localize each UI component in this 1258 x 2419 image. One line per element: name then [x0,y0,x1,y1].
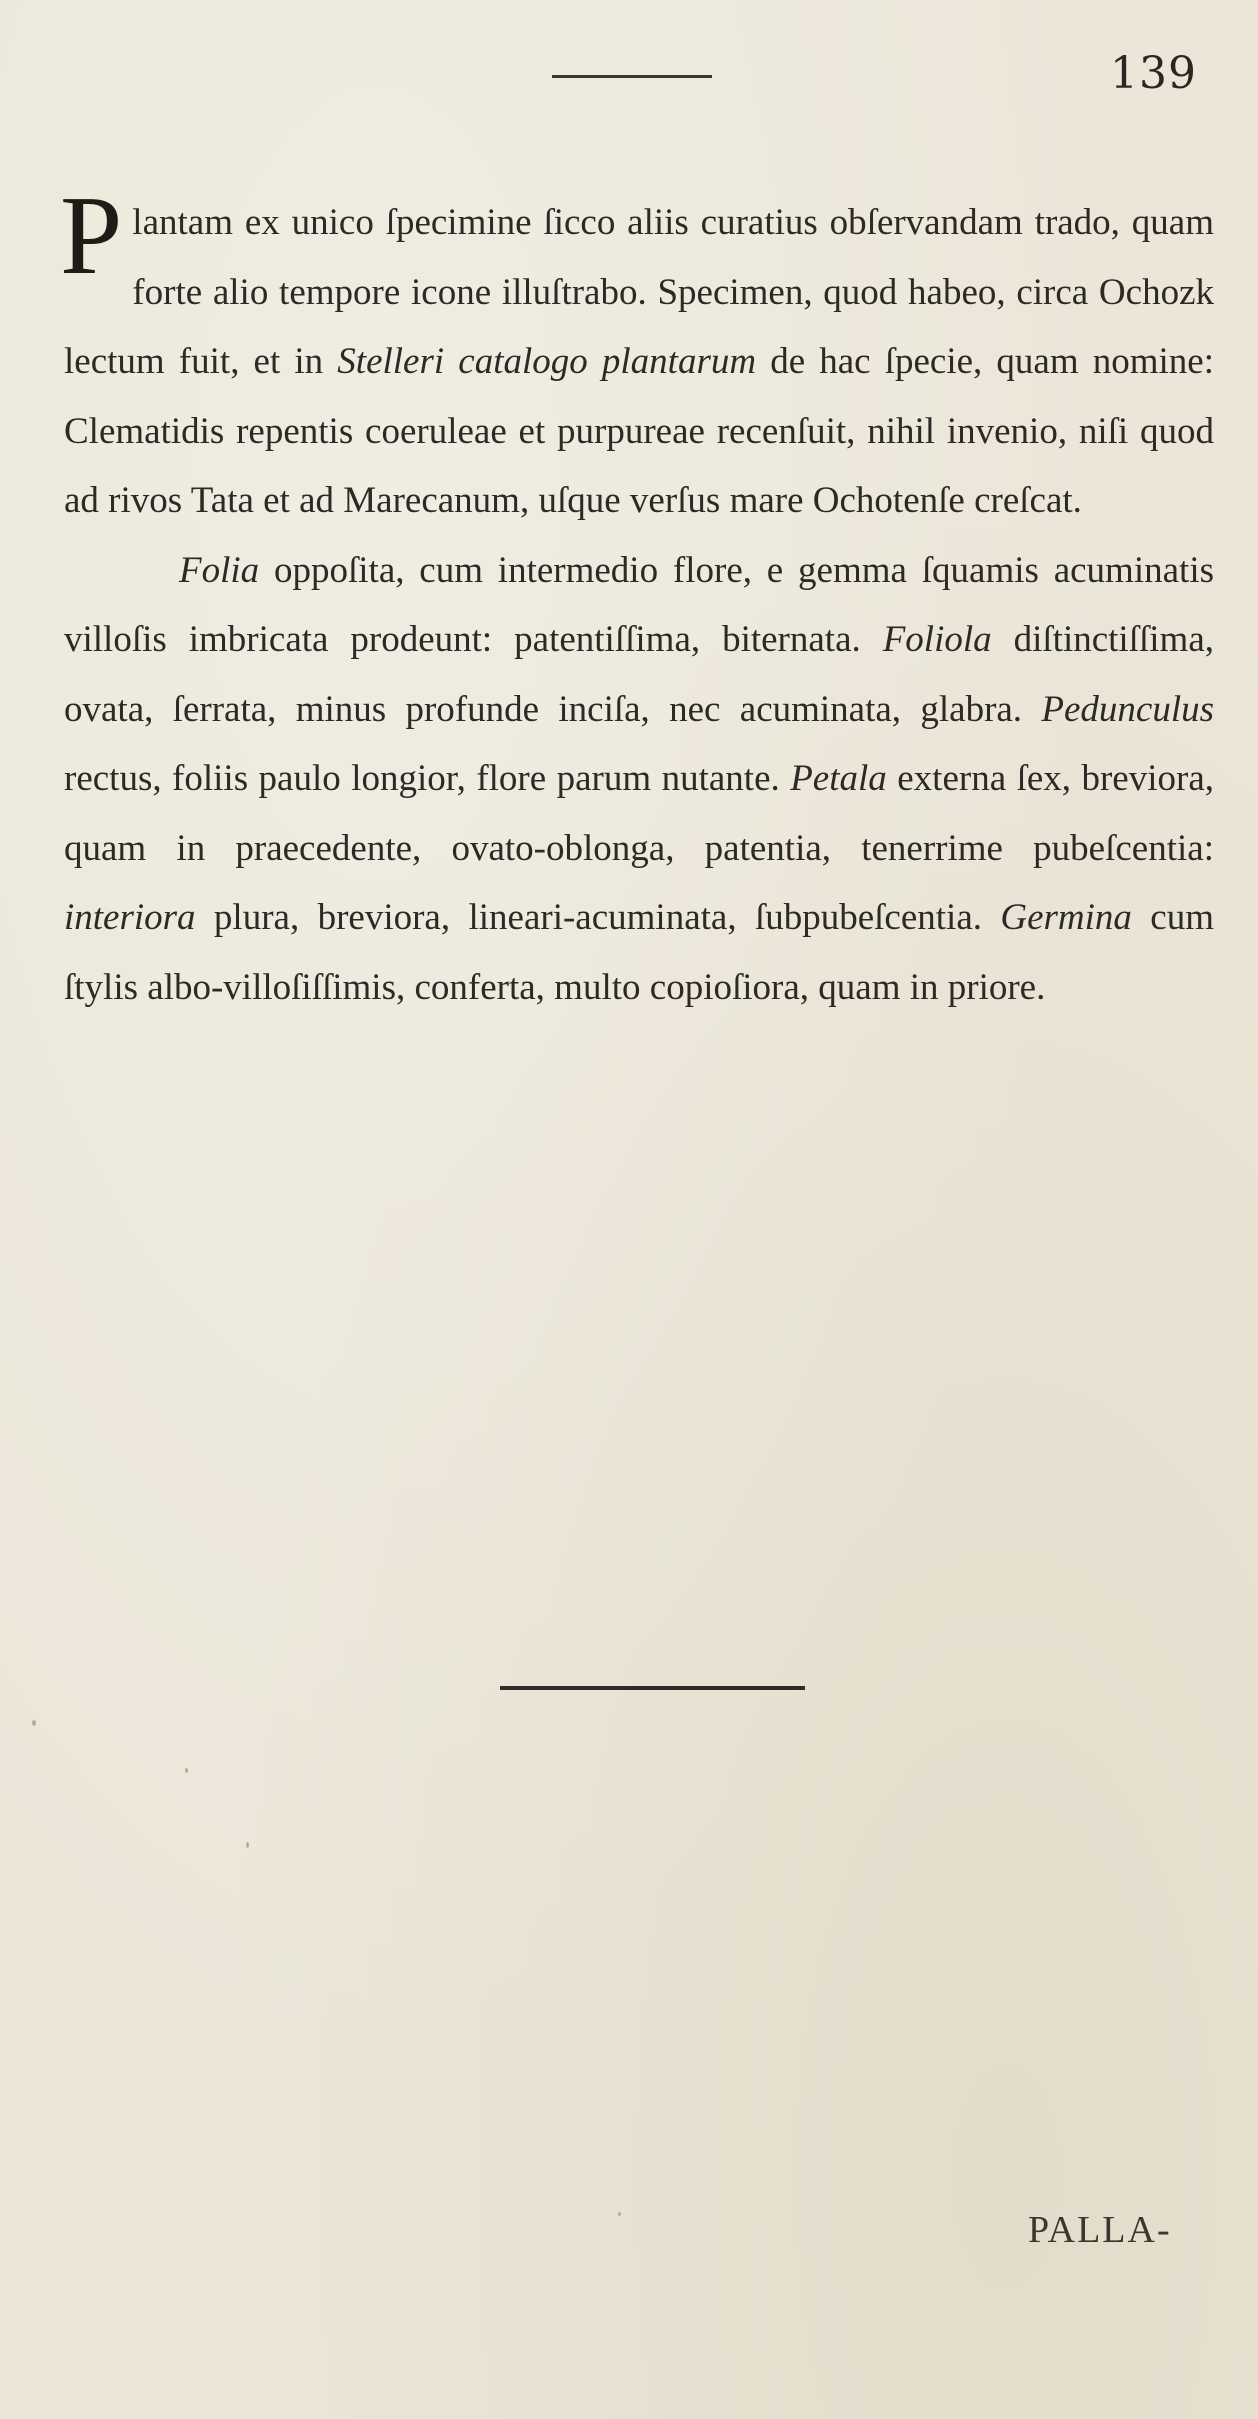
paper-speck [246,1842,249,1848]
page-number: 139 [1110,48,1197,99]
paragraph-2-text-4: externa ſex, breviora, quam in praecedente, ovato-oblonga, patentia, tenerrime pubeſcentia: [64,758,1214,869]
body-text [60,174,1215,1022]
drop-cap: P [60,174,123,298]
catchword: PALLA- [1028,2209,1172,2251]
header-rule [552,75,712,78]
paragraph-2-text-3: rectus, foliis paulo longior, flore parum nutante. [64,758,791,799]
paragraph-2-text-2: diſtinctiſſima, ovata, ſerrata, minus profunde inciſa, nec acuminata, glabra. [64,619,1214,730]
paragraph-2-text-5: plura, breviora, lineari-acuminata, ſubpubeſcentia. [195,897,1001,938]
paragraph-1-text-b: de hac ſpecie, quam nomine: Clematidis repentis coeruleae et purpureae recenſuit, nihil invenio, niſi quod ad rivos Tata et ad Marecanum, uſque verſus mare Ochotenſe creſcat. [64,341,1215,521]
interiora-italic: interiora [64,897,196,938]
paragraph-1 [60,174,1215,536]
paper-speck [618,2212,621,2216]
paragraph-2 [64,536,1214,1023]
petala-italic: Petala [790,758,887,799]
germina-italic: Germina [1000,897,1132,938]
paper-speck [185,1768,188,1773]
paragraph-2-text-1: oppoſita, cum intermedio flore, e gemma ſquamis acuminatis villoſis imbricata prodeunt: patentiſſima, biternata. [64,549,1214,660]
paragraph-1-text-a: lantam ex unico ſpecimine ſicco aliis curatius obſervandam trado, quam forte alio tempore icone illuſtrabo. Specimen, quod habeo, circa Ochozk lectum fuit, et in [64,202,1214,382]
paragraph-2-text-6: cum ſtylis albo-villoſiſſimis, conferta, multo copioſiora, quam in priore. [64,897,1214,1008]
foliola-italic: Foliola [882,619,992,660]
pedunculus-italic: Pedunculus [1041,688,1214,730]
folia-italic: Folia [179,549,260,591]
stelleri-catalogo-italic: Stelleri catalogo plantarum [337,341,757,382]
paper-speck [32,1720,36,1726]
section-end-rule [500,1686,805,1690]
